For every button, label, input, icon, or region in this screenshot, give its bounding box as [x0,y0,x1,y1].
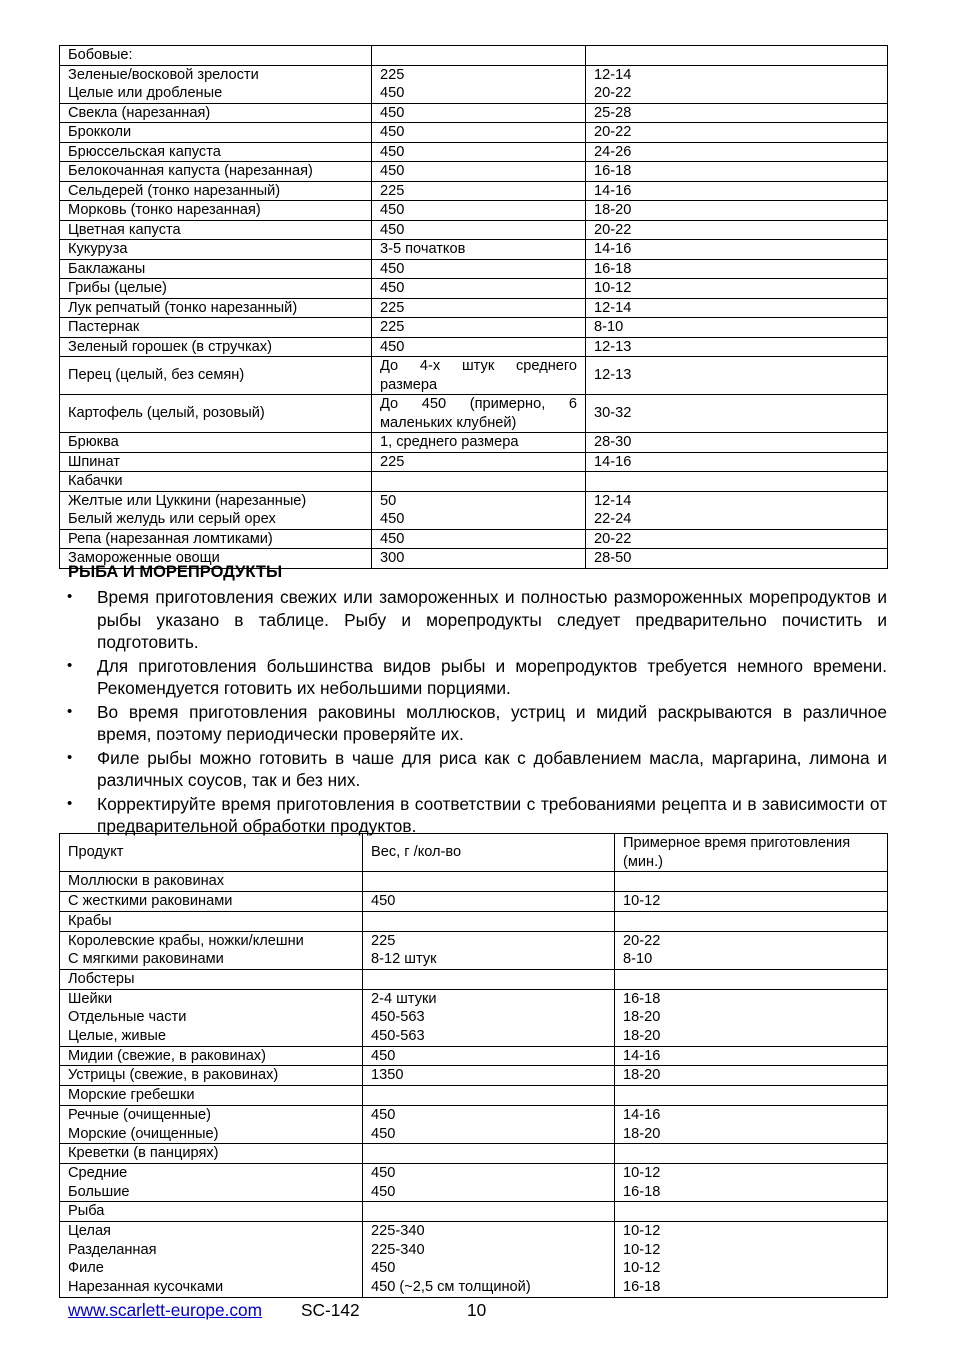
table-row [60,529,888,549]
cell-product: Грибы (целые) [60,279,372,299]
table-row [60,240,888,260]
table-row [60,318,888,338]
cell-weight: 50 450 [372,491,586,529]
header-product: Продукт [60,834,363,872]
website-link[interactable]: www.scarlett-europe.com [68,1300,263,1320]
cell-weight: 450 [363,1046,615,1066]
cell-product: Желтые или Цуккини (нарезанные) Белый желудь или серый орех [60,491,372,529]
cell-product: Рыба [60,1202,363,1222]
instruction-list [59,586,887,839]
cell-weight-text: До 450 (примерно, 6 маленьких клубней) [380,396,577,431]
cell-product: Свекла (нарезанная) [60,103,372,123]
cell-time: 14-16 [586,181,888,201]
table-row [60,911,888,931]
cell-weight: 3-5 початков [372,240,586,260]
cell-product: Зеленый горошек (в стручках) [60,337,372,357]
cell-time: 28-50 [586,549,888,569]
cell-weight: 450 [372,123,586,143]
table-row [60,298,888,318]
cell-product: Зеленые/восковой зрелости Целые или дробленые [60,65,372,103]
model-number: SC-142 [301,1300,360,1320]
cell-time: 10-12 [615,892,888,912]
cell-time: 10-12 [586,279,888,299]
cell-product: Баклажаны [60,259,372,279]
table-row [60,357,888,395]
cell-weight: 2-4 штуки 450-563 450-563 [363,989,615,1046]
cell-time: 12-14 22-24 [586,491,888,529]
cell-time: 16-18 18-20 18-20 [615,989,888,1046]
cell-weight: 450 [363,892,615,912]
cell-weight [372,357,586,395]
table-row [60,1222,888,1298]
cell-product: Бобовые: [60,46,372,66]
cell-weight: 225 8-12 штук [363,931,615,969]
cell-weight [363,911,615,931]
cell-product: Брюква [60,433,372,453]
cell-time [586,46,888,66]
cell-time: 10-12 16-18 [615,1163,888,1201]
table-row [60,1066,888,1086]
section-title: РЫБА И МОРЕПРОДУКТЫ [68,563,283,581]
cell-product: Шпинат [60,452,372,472]
cell-product: Пастернак [60,318,372,338]
cell-time: 20-22 [586,220,888,240]
cell-product: Шейки Отдельные части Целые, живые [60,989,363,1046]
cell-weight: 1350 [363,1066,615,1086]
table-row [60,279,888,299]
cell-product: Мидии (свежие, в раковинах) [60,1046,363,1066]
cell-weight: 225 [372,181,586,201]
cell-weight: 1, среднего размера [372,433,586,453]
cell-weight: 450 [372,529,586,549]
cell-time: 10-12 10-12 10-12 16-18 [615,1222,888,1298]
list-item-text: Корректируйте время приготовления в соответствии с требованиями рецепта и в зависимости от предварительной обработки продуктов. [97,793,887,836]
bullet-icon: • [67,748,73,766]
cell-product: Целая Разделанная Филе Нарезанная кусочками [60,1222,363,1298]
table-row [60,337,888,357]
page-footer [68,1300,487,1321]
cell-time [615,1086,888,1106]
table-row [60,433,888,453]
cell-time: 18-20 [615,1066,888,1086]
table-row [60,65,888,103]
table-row [60,969,888,989]
cell-product: Цветная капуста [60,220,372,240]
cell-product: С жесткими раковинами [60,892,363,912]
cell-weight: 450 [372,162,586,182]
cell-product: Кукуруза [60,240,372,260]
table-row [60,491,888,529]
list-item [59,747,887,792]
cell-weight: 450 [372,201,586,221]
bullet-icon: • [67,794,73,812]
table-row [60,201,888,221]
cell-weight: 450 [372,279,586,299]
header-time: Примерное время приготовления (мин.) [615,834,888,872]
table-row [60,1163,888,1201]
cell-product: Средние Большие [60,1163,363,1201]
cell-weight: 225 [372,318,586,338]
cell-product: Моллюски в раковинах [60,872,363,892]
cell-weight [363,1144,615,1164]
cell-time: 30-32 [586,395,888,433]
cell-product: Замороженные овощи [60,549,372,569]
cell-product: Репа (нарезанная ломтиками) [60,529,372,549]
cell-product: Брокколи [60,123,372,143]
table-row [60,872,888,892]
cell-product: Картофель (целый, розовый) [60,395,372,433]
bullet-icon: • [67,588,73,605]
list-item-text: Время приготовления свежих или замороженных и полностью размороженных морепродуктов и рыбы указано в таблице. Рыбу и морепродукты следует предварительно почистить и подготовить. [97,587,887,652]
cell-time: 20-22 8-10 [615,931,888,969]
cell-time [615,872,888,892]
cell-weight [363,1202,615,1222]
cell-time: 16-18 [586,259,888,279]
header-weight: Вес, г /кол-во [363,834,615,872]
cell-product: Морские гребешки [60,1086,363,1106]
cell-product: Крабы [60,911,363,931]
cell-weight: 225 [372,452,586,472]
cell-product: Морковь (тонко нарезанная) [60,201,372,221]
cell-time [586,472,888,492]
cell-time: 14-16 18-20 [615,1105,888,1143]
table-header-row [60,834,888,872]
table-row [60,181,888,201]
cell-product: Лук репчатый (тонко нарезанный) [60,298,372,318]
cell-time [615,969,888,989]
table-row [60,259,888,279]
table-row [60,162,888,182]
cell-weight [372,395,586,433]
cell-product: Речные (очищенные) Морские (очищенные) [60,1105,363,1143]
table-row [60,220,888,240]
cell-weight-text: До 4-х штук среднего размера [380,358,577,393]
seafood-cooking-table [59,833,888,1298]
table-row [60,395,888,433]
cell-time: 14-16 [586,452,888,472]
bullet-icon: • [67,702,73,720]
cell-time: 28-30 [586,433,888,453]
table-row [60,142,888,162]
cell-time: 20-22 [586,123,888,143]
table-row [60,452,888,472]
list-item [59,793,887,838]
cell-weight [372,46,586,66]
cell-time: 25-28 [586,103,888,123]
cell-weight: 450 [372,220,586,240]
list-item-text: Филе рыбы можно готовить в чаше для риса как с добавлением масла, маргарина, лимона и различных соусов, так и без них. [97,747,887,790]
cell-weight: 450 [372,103,586,123]
table-row [60,931,888,969]
cell-time [615,1202,888,1222]
table-row [60,989,888,1046]
cell-weight: 450 450 [363,1105,615,1143]
cell-time: 12-14 20-22 [586,65,888,103]
cell-product: Королевские крабы, ножки/клешни С мягкими раковинами [60,931,363,969]
cell-weight: 450 [372,142,586,162]
table-row [60,892,888,912]
cell-time: 24-26 [586,142,888,162]
table-row [60,123,888,143]
cell-time: 18-20 [586,201,888,221]
list-item-text: Для приготовления большинства видов рыбы и морепродуктов требуется немного времени. Рекомендуется готовить их небольшими порциями. [97,655,887,698]
cell-weight [372,472,586,492]
cell-product: Перец (целый, без семян) [60,357,372,395]
cell-time: 12-14 [586,298,888,318]
list-item [59,701,887,746]
cell-product: Брюссельская капуста [60,142,372,162]
cell-weight [363,872,615,892]
cell-time: 12-13 [586,337,888,357]
table-row [60,103,888,123]
cell-weight: 450 [372,259,586,279]
table-row [60,1046,888,1066]
cell-product: Устрицы (свежие, в раковинах) [60,1066,363,1086]
cell-product: Белокочанная капуста (нарезанная) [60,162,372,182]
vegetable-cooking-table [59,45,888,569]
list-item-text: Во время приготовления раковины моллюсков, устриц и мидий раскрываются в различное время, поэтому периодически проверяйте их. [97,701,887,744]
cell-time: 12-13 [586,357,888,395]
cell-time: 20-22 [586,529,888,549]
cell-weight [363,1086,615,1106]
cell-weight: 225 [372,298,586,318]
cell-time: 8-10 [586,318,888,338]
cell-time [615,1144,888,1164]
cell-product: Кабачки [60,472,372,492]
table-row [60,1105,888,1143]
cell-weight: 225 450 [372,65,586,103]
table-row [60,1086,888,1106]
bullet-icon: • [67,656,73,674]
list-item [59,586,887,654]
cell-weight: 300 [372,549,586,569]
list-item [59,655,887,700]
cell-weight: 450 450 [363,1163,615,1201]
cell-time: 16-18 [586,162,888,182]
cell-product: Креветки (в панцирях) [60,1144,363,1164]
cell-time [615,911,888,931]
cell-time: 14-16 [586,240,888,260]
cell-weight: 450 [372,337,586,357]
table-row [60,1202,888,1222]
cell-product: Лобстеры [60,969,363,989]
cell-weight: 225-340 225-340 450 450 (~2,5 см толщиной) [363,1222,615,1298]
cell-time: 14-16 [615,1046,888,1066]
cell-weight [363,969,615,989]
page-number: 10 [467,1300,487,1320]
cell-product: Сельдерей (тонко нарезанный) [60,181,372,201]
table-row [60,46,888,66]
table-row [60,472,888,492]
table-row [60,1144,888,1164]
